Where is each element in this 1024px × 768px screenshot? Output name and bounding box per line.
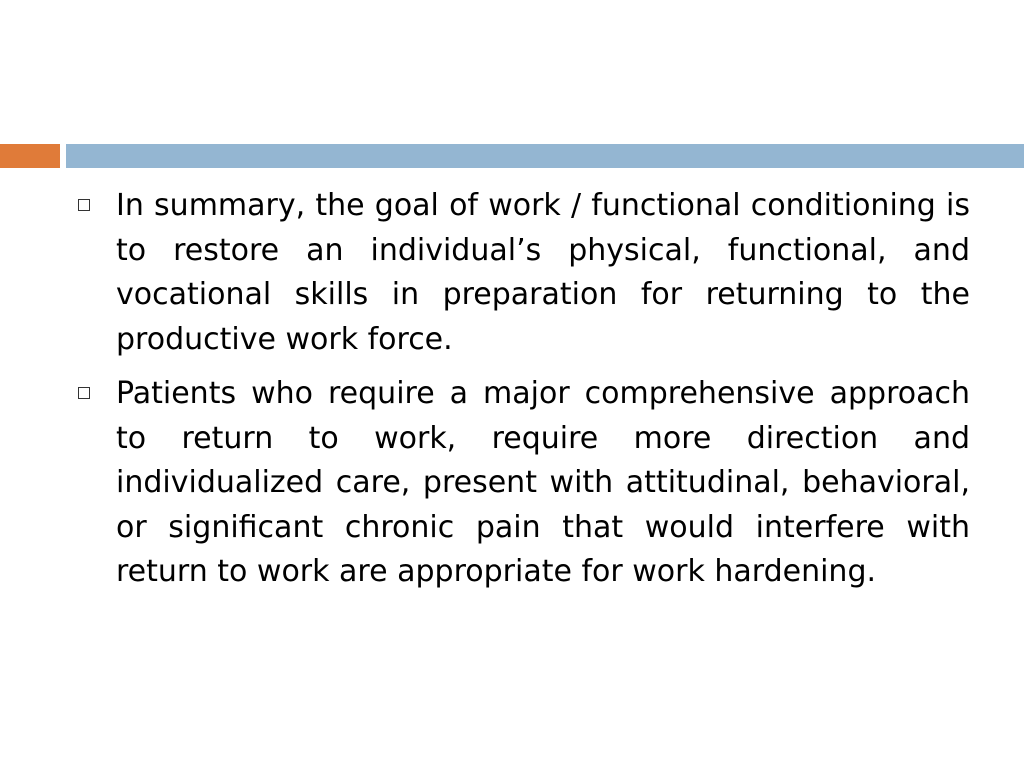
blue-header-bar bbox=[66, 144, 1024, 168]
bullet-list bbox=[78, 184, 970, 605]
orange-accent-bar bbox=[0, 144, 60, 168]
bullet-text: Patients who require a major comprehensive approach to return to work, require more direction and individualized care, present with attitudinal, behavioral, or significant chronic pain that would interfere with return to work are appropriate for work hardening. bbox=[116, 376, 970, 589]
bullet-item-summary bbox=[78, 184, 970, 362]
hollow-square-bullet-icon bbox=[78, 387, 90, 399]
hollow-square-bullet-icon bbox=[78, 199, 90, 211]
bullet-text: In summary, the goal of work / functional conditioning is to restore an individual’s physical, functional, and vocational skills in preparation for returning to the productive work force. bbox=[116, 188, 970, 357]
bullet-item-patients bbox=[78, 372, 970, 595]
